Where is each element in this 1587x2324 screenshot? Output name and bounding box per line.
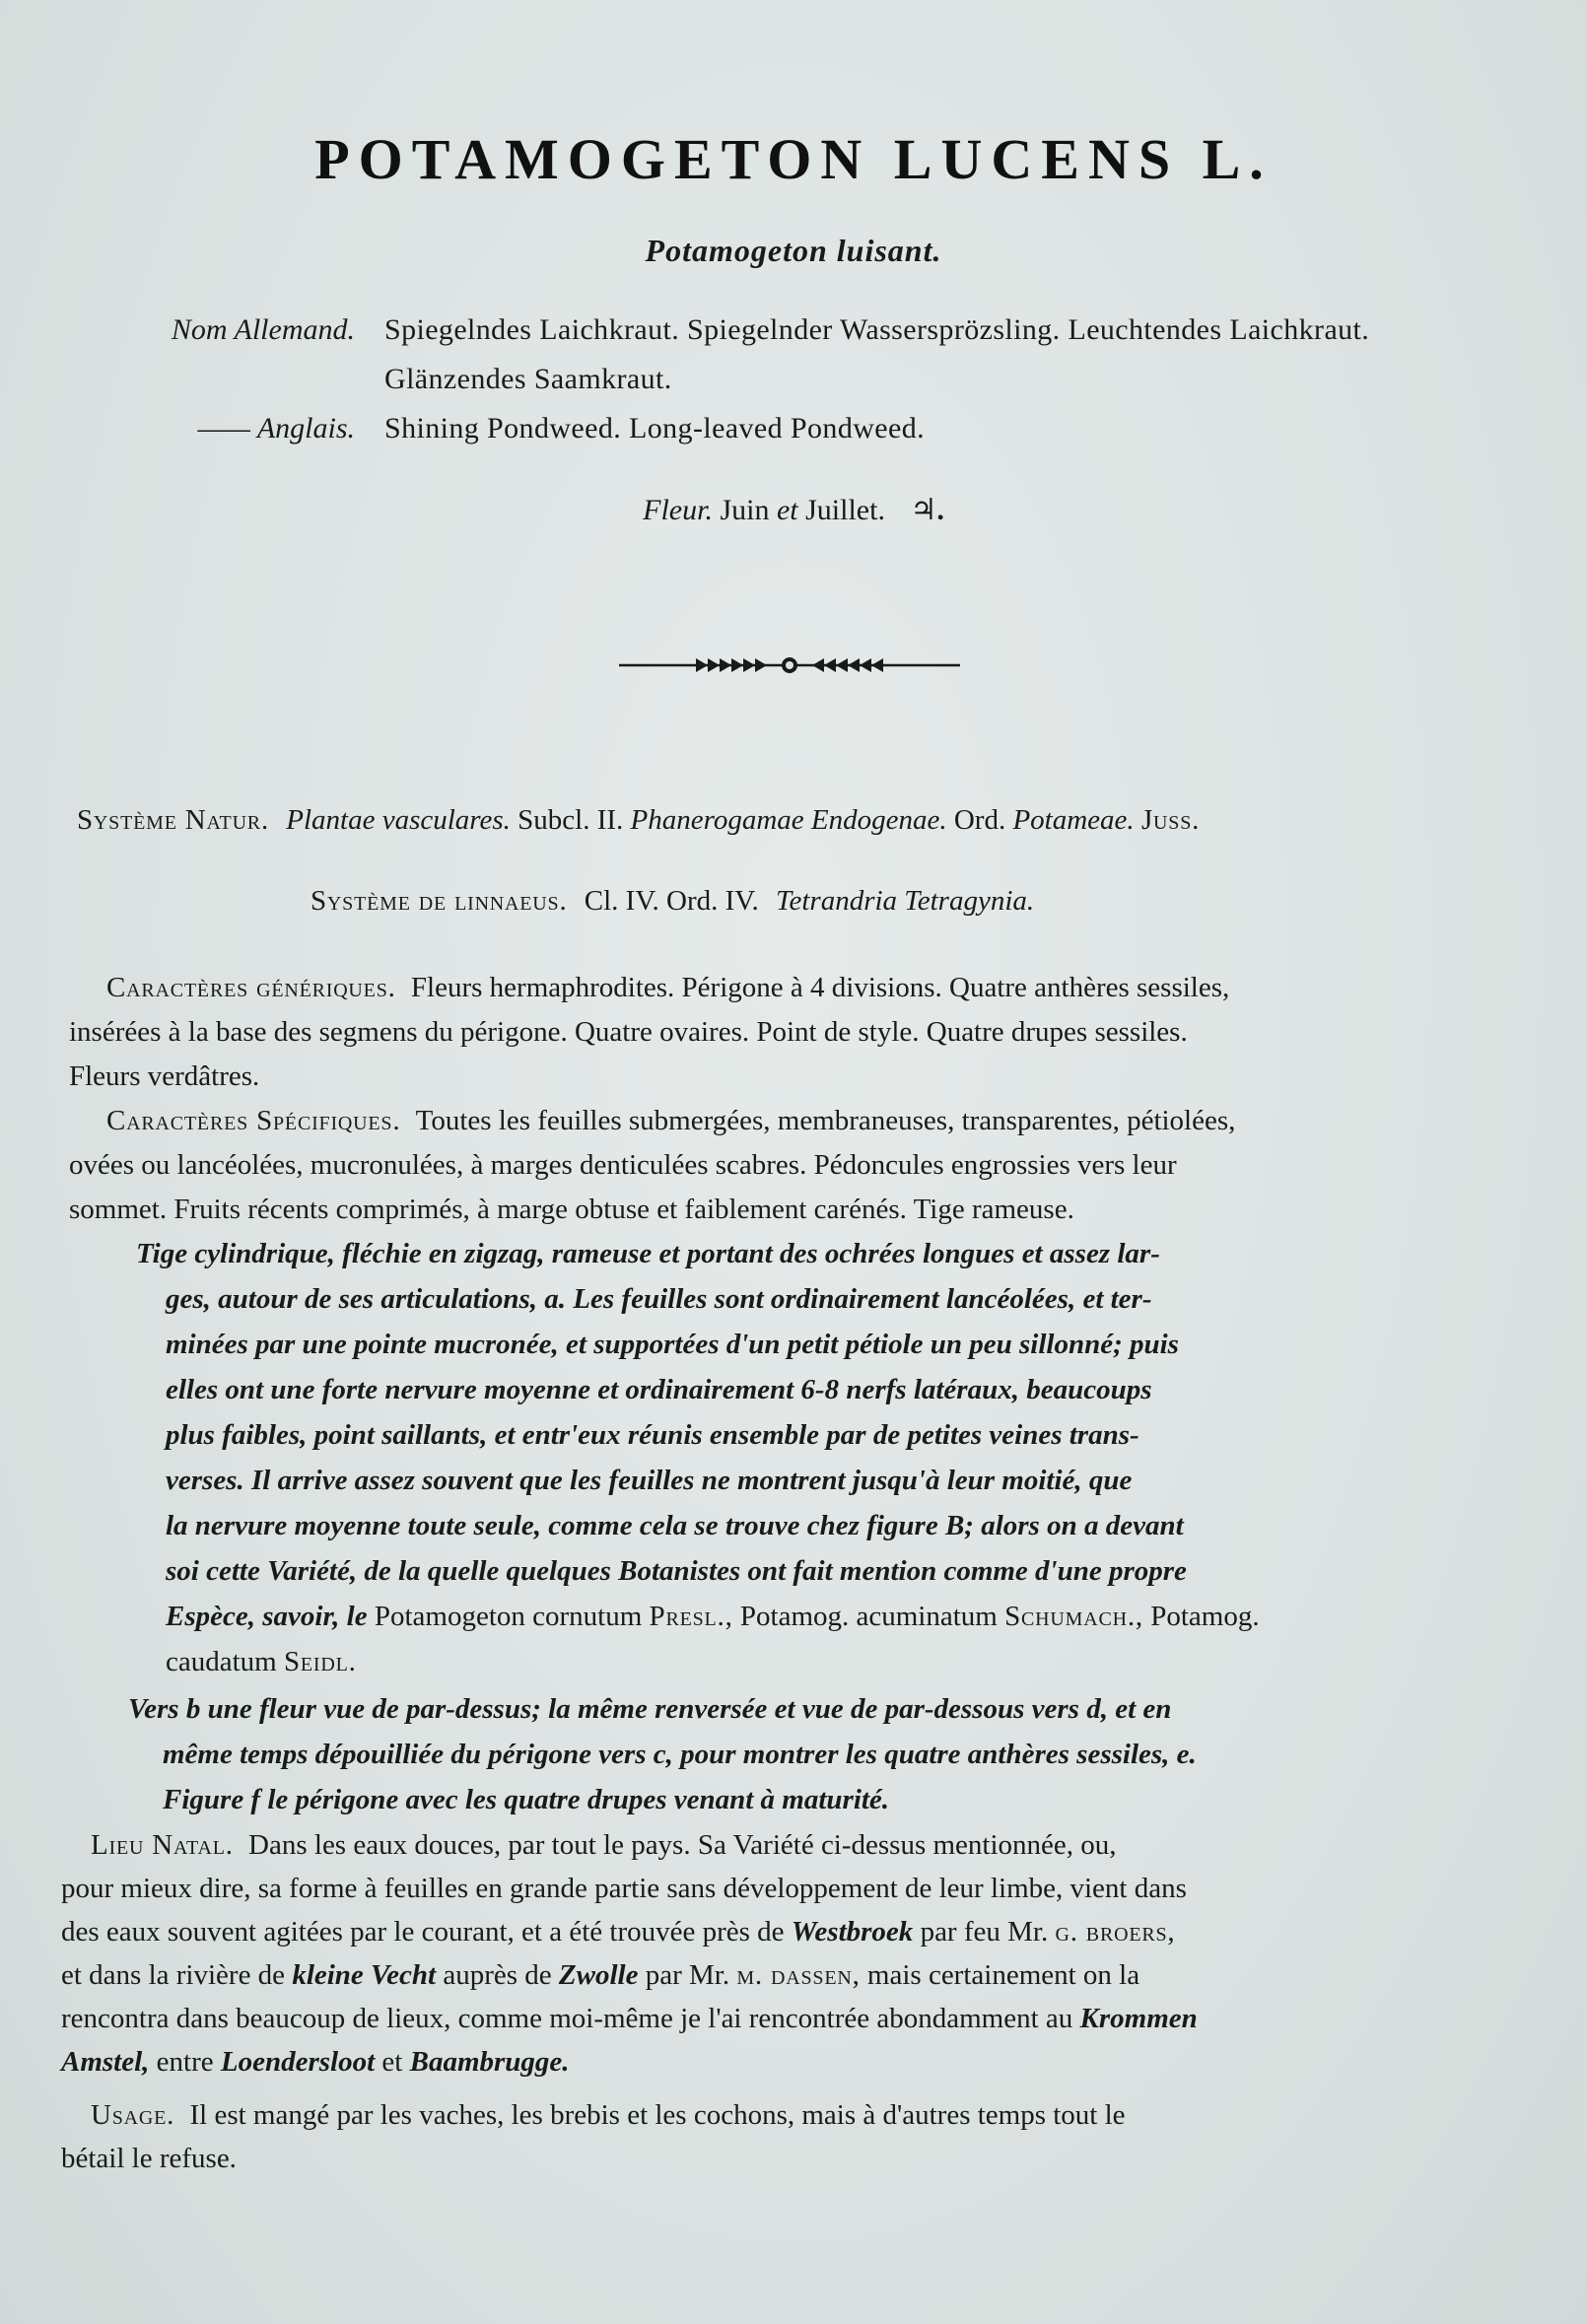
systeme-natur-line [77,806,1200,835]
description-line-9 [166,1603,1260,1631]
description-line-10 [166,1648,357,1676]
habitat-text-1: Dans les eaux douces, par tout le pays. Sa Variété ci-dessus mentionnée, ou, [248,1829,1117,1861]
figure-legend-line-2: même temps dépouilliée du périgone vers c, pour montrer les quatre anthères sessiles, e. [163,1739,1197,1770]
habitat-3c: par feu Mr. [920,1916,1049,1948]
generic-characters-line-2: insérées à la base des segmens du périgone. Quatre ovaires. Point de style. Quatre drupes sessiles. [69,1016,1188,1048]
usage-text-1: Il est mangé par les vaches, les brebis et les cochons, mais à d'autres temps tout le [189,2099,1126,2131]
habitat-line-2: pour mieux dire, sa forme à feuilles en grande partie sans développement de leur limbe, vient dans [61,1873,1187,1904]
habitat-5b: Krommen [1079,2003,1198,2034]
specific-characters-line-3: sommet. Fruits récents comprimés, à marge obtuse et faiblement carénés. Tige rameuse. [69,1194,1074,1225]
description-line-6: verses. Il arrive assez souvent que les feuilles ne montrent jusqu'à leur moitié, que [166,1465,1133,1496]
habitat-3b: Westbroek [791,1916,914,1948]
german-names-line-2: Glänzendes Saamkraut. [384,363,672,395]
systeme-linnaeus-line [310,887,1034,916]
generic-characters-line-1 [106,974,1229,1002]
fleur-et: et [776,494,798,526]
habitat-4c: auprès de [443,1959,552,1991]
habitat-4f: m. dassen, [736,1959,861,1991]
sn-t3: Phanerogamae Endogenae. [630,804,947,836]
habitat-line-1 [91,1831,1117,1860]
habitat-6c: Loendersloot [220,2046,376,2078]
sl-t2: Tetrandria Tetragynia. [776,885,1035,917]
page-title: POTAMOGETON LUCENS L. [314,127,1273,191]
specific-characters-line-1 [106,1107,1235,1135]
english-names: Shining Pondweed. Long-leaved Pondweed. [384,412,926,444]
sn-t1: Plantae vasculares. [286,804,511,836]
description-line-8: soi cette Variété, de la quelle quelques Botanistes ont fait mention comme d'une propre [166,1555,1187,1587]
usage-line-2: bétail le refuse. [61,2143,237,2174]
desc-tail-a3: Presl., [649,1601,733,1632]
sn-t5: Potameae. [1012,804,1135,836]
figure-legend-line-3: Figure f le périgone avec les quatre drupes venant à maturité. [163,1784,890,1815]
habitat-6a: Amstel, [61,2046,150,2078]
divider-ornament [619,650,960,680]
usage-label: Usage. [91,2099,175,2131]
fleur-month-1: Juin [720,494,770,526]
flowering-period [0,493,1587,527]
page-subtitle: Potamogeton luisant. [645,233,942,268]
description-line-7: la nervure moyenne toute seule, comme cela se trouve chez figure B; alors on a devant [166,1510,1184,1541]
specific-characters-line-2: ovées ou lancéolées, mucronulées, à marges denticulées scabres. Pédoncules engrossies vers leur [69,1149,1177,1181]
habitat-6b: entre [156,2046,214,2078]
description-line-3: minées par une pointe mucronée, et supportées d'un petit pétiole un peu sillonné; puis [166,1329,1179,1360]
fleur-label: Fleur. [643,494,713,526]
habitat-line-6 [61,2048,570,2077]
usage-line-1 [91,2101,1126,2130]
desc-tail-a4: Potamog. acuminatum [739,1601,998,1632]
specific-text-1: Toutes les feuilles submergées, membraneuses, transparentes, pétiolées, [415,1105,1236,1136]
habitat-6d: et [381,2046,403,2078]
sn-t6: Juss. [1140,804,1201,836]
description-line-5: plus faibles, point saillants, et entr'eux réunis ensemble par de petites veines trans- [166,1419,1139,1451]
sn-t4: Ord. [953,804,1006,836]
habitat-6e: Baambrugge. [409,2046,570,2078]
desc-tail-b2: Seidl. [283,1646,357,1677]
habitat-4e: par Mr. [645,1959,730,1991]
desc-tail-a2: Potamogeton cornutum [374,1601,643,1632]
habitat-4b: kleine Vecht [292,1959,437,1991]
desc-tail-a1: Espèce, savoir, le [166,1601,368,1632]
desc-tail-a5: Schumach., [1004,1601,1143,1632]
german-name-label: Nom Allemand. [171,313,355,346]
sl-t1: Cl. IV. Ord. IV. [584,885,759,917]
figure-legend-line-1: Vers b une fleur vue de par-dessus; la même renversée et vue de par-dessous vers d, et en [128,1693,1172,1725]
specific-label: Caractères Spécifiques. [106,1105,401,1136]
systeme-natur-label: Système Natur. [77,804,269,836]
habitat-4d: Zwolle [558,1959,639,1991]
desc-tail-a6: Potamog. [1150,1601,1260,1632]
generic-label: Caractères génériques. [106,972,396,1003]
description-line-4: elles ont une forte nervure moyenne et ordinairement 6-8 nerfs latéraux, beaucoups [166,1374,1152,1405]
habitat-4g: mais certainement on la [866,1959,1140,1991]
habitat-line-5 [61,2005,1198,2033]
description-line-1: Tige cylindrique, fléchie en zigzag, rameuse et portant des ochrées longues et assez lar- [136,1238,1160,1269]
perennial-symbol: ♃. [910,494,944,526]
fleur-month-2: Juillet. [805,494,885,526]
description-line-2: ges, autour de ses articulations, a. Les feuilles sont ordinairement lancéolées, et ter- [166,1283,1152,1315]
generic-text-1: Fleurs hermaphrodites. Périgone à 4 divisions. Quatre anthères sessiles, [410,972,1230,1003]
generic-characters-line-3: Fleurs verdâtres. [69,1060,260,1092]
habitat-4a: et dans la rivière de [61,1959,286,1991]
habitat-5a: rencontra dans beaucoup de lieux, comme moi-même je l'ai rencontrée abondamment au [61,2003,1073,2034]
english-name-label: —— Anglais. [197,412,355,444]
habitat-3a: des eaux souvent agitées par le courant, et a été trouvée près de [61,1916,785,1948]
habitat-label: Lieu Natal. [91,1829,234,1861]
sn-t2: Subcl. II. [518,804,624,836]
desc-tail-b1: caudatum [166,1646,277,1677]
habitat-3d: g. broers, [1055,1916,1176,1948]
german-names-line-1: Spiegelndes Laichkraut. Spiegelnder Wassersprözsling. Leuchtendes Laichkraut. [384,313,1370,346]
habitat-line-4 [61,1961,1139,1990]
habitat-line-3 [61,1918,1175,1947]
systeme-linnaeus-label: Système de linnaeus. [310,885,568,917]
